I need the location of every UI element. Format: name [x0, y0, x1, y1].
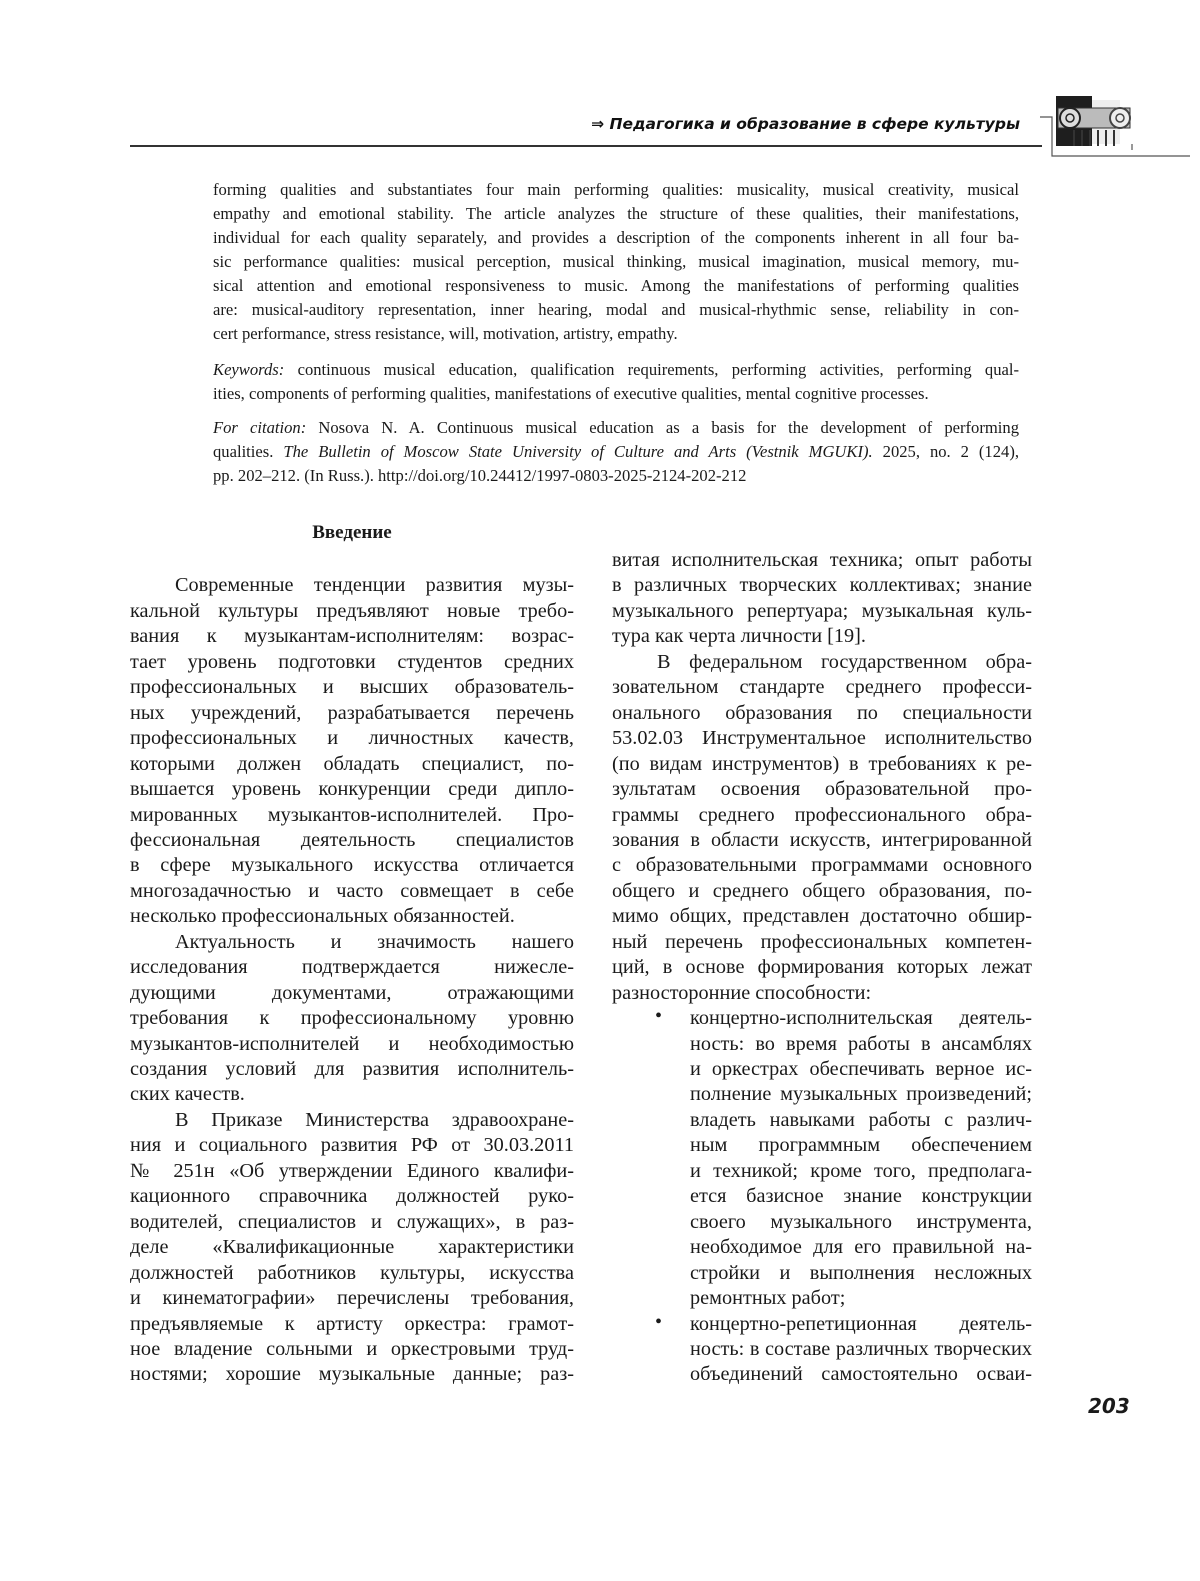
- paragraph-line: требования к профессиональному уровню: [130, 1007, 574, 1030]
- paragraph-line: в сфере музыкального искусства отличается: [130, 854, 574, 877]
- citation-doi[interactable]: pp. 202–212. (In Russ.). http://doi.org/10.24412/1997-0803-2025-2124-202-212: [213, 466, 747, 485]
- page-number: 203: [1088, 1394, 1130, 1418]
- paragraph-line: онального образования по специальности: [612, 701, 1032, 724]
- list-item-line: ность: в составе различных творческих: [690, 1337, 1032, 1360]
- paragraph-line: вания к музыкантам-исполнителям: возрас-: [130, 625, 574, 648]
- paragraph-line: зования в области искусств, интегрированной: [612, 828, 1032, 851]
- citation-line: qualities. The Bulletin of Moscow State University of Culture and Arts (Vestnik MGUKI). 2025, no. 2 (124),: [213, 442, 1019, 461]
- paragraph-line: ный перечень профессиональных компетен-: [612, 930, 1032, 953]
- paragraph-line: ских качеств.: [130, 1083, 245, 1106]
- paragraph-line: профессиональных и личностных качеств,: [130, 727, 574, 750]
- list-item-line: ремонтных работ;: [690, 1287, 846, 1310]
- paragraph-line: которыми должен обладать специалист, по-: [130, 752, 574, 775]
- list-item-line: стройки и выполнения несложных: [690, 1261, 1032, 1284]
- paragraph-line: деле «Квалификационные характеристики: [130, 1236, 574, 1259]
- paragraph-line: кальной культуры предъявляют новые требо-: [130, 599, 574, 622]
- citation-label: For citation:: [213, 418, 307, 437]
- journal-title: The Bulletin of Moscow State University of Culture and Arts (Vestnik MGUKI).: [283, 442, 873, 461]
- paragraph-line: В Приказе Министерства здравоохране-: [175, 1108, 574, 1131]
- paragraph-line: В федеральном государственном обра-: [657, 650, 1032, 673]
- paragraph-line: с образовательными программами основного: [612, 854, 1032, 877]
- abstract-line: individual for each quality separately, and provides a description of the components inherent in all four ba-: [213, 228, 1019, 247]
- paragraph-line: тает уровень подготовки студентов средних: [130, 650, 574, 673]
- list-item-line: владеть навыками работы с различ-: [690, 1108, 1032, 1131]
- keywords: Keywords: continuous musical education, qualification requirements, performing activities, performing qual-: [213, 360, 1019, 379]
- paragraph-line: витая исполнительская техника; опыт работы: [612, 549, 1032, 571]
- paragraph-line: № 251н «Об утверждении Единого квалифи-: [130, 1159, 574, 1182]
- running-head: [560, 115, 1020, 133]
- paragraph-line: профессиональных и высших образователь-: [130, 676, 574, 699]
- paragraph-line: предъявляемые к артисту оркестра: грамот-: [130, 1312, 574, 1335]
- list-item-line: своего музыкального инструмента,: [690, 1210, 1032, 1233]
- abstract-line: sic performance qualities: musical perception, musical thinking, musical imagination, musical memory, mu-: [213, 252, 1019, 271]
- paragraph-line: фессиональная деятельность специалистов: [130, 828, 574, 851]
- paragraph-line: дующими документами, отражающими: [130, 981, 574, 1004]
- paragraph-line: ное владение сольными и оркестровыми труд-: [130, 1337, 574, 1360]
- arrow-icon: ⇒: [591, 115, 605, 133]
- paragraph-line: исследования подтверждается нижесле-: [130, 956, 574, 979]
- list-item-line: ется базисное знание конструкции: [690, 1185, 1032, 1208]
- ionic-column-logo-icon: [1040, 94, 1200, 164]
- paragraph-line: и кинематографии» перечислены требования,: [130, 1287, 574, 1310]
- paragraph-line: ностями; хорошие музыкальные данные; раз-: [130, 1363, 574, 1386]
- abstract-line: sical attention and emotional responsiveness to music. Among the manifestations of performing qualities: [213, 276, 1019, 295]
- paragraph-line: тура как черта личности [19].: [612, 625, 867, 648]
- paragraph-line: вышается уровень конкуренции среди дипло-: [130, 778, 574, 801]
- bullet-icon: •: [655, 1310, 663, 1333]
- keywords-label: Keywords:: [213, 360, 285, 379]
- paragraph-line: ций, в основе формирования которых лежат: [612, 956, 1032, 979]
- paragraph-line: общего и среднего общего образования, по-: [612, 879, 1032, 902]
- paragraph-line: 53.02.03 Инструментальное исполнительство: [612, 727, 1032, 750]
- list-item-line: концертно-исполнительская деятель-: [690, 1007, 1032, 1030]
- abstract-line: are: musical-auditory representation, inner hearing, modal and musical-rhythmic sense, reliability in con-: [213, 300, 1019, 319]
- paragraph-line: кационного справочника должностей руко-: [130, 1185, 574, 1208]
- paragraph-line: ных учреждений, разрабатывается перечень: [130, 701, 574, 724]
- paragraph-line: Актуальность и значимость нашего: [175, 930, 574, 953]
- section-title: Педагогика и образование в сфере культуры: [609, 115, 1020, 133]
- header-rule: [130, 145, 1042, 147]
- paragraph-line: ния и социального развития РФ от 30.03.2011: [130, 1134, 574, 1157]
- keywords-line: ities, components of performing qualities, manifestations of executive qualities, mental cognitive processes.: [213, 384, 929, 403]
- list-item-line: ным программным обеспечением: [690, 1134, 1032, 1157]
- paragraph-line: создания условий для развития исполнитель-: [130, 1058, 574, 1080]
- abstract-line: forming qualities and substantiates four main performing qualities: musicality, musical creativity, musical: [213, 180, 1019, 199]
- paragraph-line: мированных музыкантов-исполнителей. Про-: [130, 803, 574, 826]
- paragraph-line: зультатам освоения образовательной про-: [612, 778, 1032, 801]
- paragraph-line: мимо общих, представлен достаточно обшир-: [612, 905, 1032, 928]
- citation: For citation: Nosova N. A. Continuous musical education as a basis for the development of performing: [213, 418, 1019, 437]
- list-item-line: концертно-репетиционная деятель-: [690, 1312, 1032, 1335]
- paragraph-line: водителей, специалистов и служащих», в раз-: [130, 1210, 574, 1233]
- paragraph-line: несколько профессиональных обязанностей.: [130, 905, 515, 928]
- list-item-line: объединений самостоятельно осваи-: [690, 1363, 1032, 1386]
- list-item-line: ность: во время работы в ансамблях: [690, 1032, 1032, 1055]
- list-item-line: необходимое для его правильной на-: [690, 1236, 1032, 1259]
- list-item-line: полнение музыкальных произведений;: [690, 1083, 1032, 1106]
- paragraph-line: зовательном стандарте среднего професси-: [612, 676, 1032, 699]
- paragraph-line: музыкального репертуара; музыкальная куль-: [612, 599, 1032, 622]
- bullet-icon: •: [655, 1005, 663, 1028]
- section-heading: Введение: [312, 522, 392, 543]
- paragraph-line: (по видам инструментов) в требованиях к ре-: [612, 752, 1032, 775]
- list-item-line: и техникой; кроме того, предполага-: [690, 1159, 1032, 1182]
- paragraph-line: музыкантов-исполнителей и необходимостью: [130, 1032, 574, 1055]
- abstract-line: empathy and emotional stability. The article analyzes the structure of these qualities, their manifestations,: [213, 204, 1019, 223]
- paragraph-line: Современные тенденции развития музы-: [175, 574, 574, 597]
- list-item-line: и оркестрах обеспечивать верное ис-: [690, 1058, 1032, 1080]
- abstract-line: cert performance, stress resistance, will, motivation, artistry, empathy.: [213, 324, 678, 343]
- paragraph-line: граммы среднего профессионального обра-: [612, 803, 1032, 826]
- paragraph-line: разносторонние способности:: [612, 981, 872, 1004]
- paragraph-line: должностей работников культуры, искусства: [130, 1261, 574, 1284]
- paragraph-line: многозадачностью и часто совмещает в себе: [130, 879, 574, 902]
- paragraph-line: в различных творческих коллективах; знание: [612, 574, 1032, 597]
